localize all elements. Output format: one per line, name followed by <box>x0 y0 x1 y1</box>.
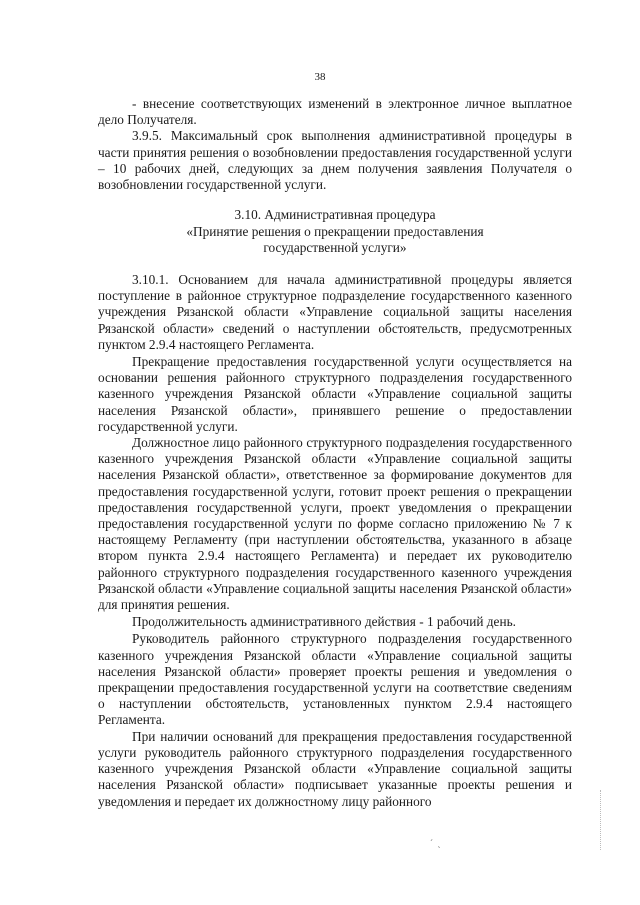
scan-edge-artifact <box>600 790 605 850</box>
paragraph-record-update: - внесение соответствующих изменений в электронное личное выплатное дело Получателя. <box>98 96 572 128</box>
paragraph-3-9-5: 3.9.5. Максимальный срок выполнения административной процедуры в части принятия решения о возобновлении предоставления государственной услуги – 10 рабочих дней, следующих за днем получения заявления Получателя о возобновлении государственной услуги. <box>98 128 572 193</box>
paragraph-duration: Продолжительность административного действия - 1 рабочий день. <box>132 614 516 630</box>
section-heading-3-10 <box>98 207 572 257</box>
heading-line-3: государственной услуги» <box>263 240 407 256</box>
heading-line-1: 3.10. Административная процедура <box>234 207 436 223</box>
paragraph-grounds-present: При наличии оснований для прекращения предоставления государственной услуги руководитель районного структурного подразделения государственного казенного учреждения Рязанской области «Управление социальной защиты населения Рязанской области» подписывает указанные проекты решения и уведомления и передает их должностному лицу районного <box>98 728 572 809</box>
page-number: 38 <box>314 71 326 83</box>
heading-line-2: «Принятие решения о прекращении предоставления <box>186 223 484 239</box>
paragraph-3-10-1: 3.10.1. Основанием для начала административной процедуры является поступление в районное структурное подразделение государственного казенного учреждения Рязанской области «Управление социальной защиты населения Рязанской области» сведений о наступлении обстоятельств, предусмотренных пунктом 2.9.4 настоящего Регламента. <box>98 272 572 352</box>
paragraph-official-duties: Должностное лицо районного структурного подразделения государственного казенного учреждения Рязанской области «Управление социальной защиты населения Рязанской области», ответственное за формирование документов для предоставления государственной услуги, готовит проект решения о прекращении предоставления государственной услуги, проект уведомления о прекращении предоставления государственной услуги по форме согласно приложению № 7 к настоящему Регламенту (при наступлении обстоятельства, указанного в абзаце втором пункта 2.9.4 настоящего Регламента) и передает их руководителю районного структурного подразделения государственного казенного учреждения Рязанской области «Управление социальной защиты населения Рязанской области» для принятия решения. <box>98 435 572 613</box>
document-body <box>98 96 572 810</box>
paragraph-termination-basis: Прекращение предоставления государственной услуги осуществляется на основании решения районного структурного подразделения государственного казенного учреждения Рязанской области «Управление социальной защиты населения Рязанской области», принявшего решение о предоставлении государственной услуги. <box>98 354 572 434</box>
paragraph-head-review: Руководитель районного структурного подразделения государственного казенного учреждения Рязанской области «Управление социальной защиты населения Рязанской области» проверяет проекты решения и уведомления о прекращении предоставления государственной услуги на соответствие сведениям о наступлении обстоятельств, установленных пунктом 2.9.4 настоящего Регламента. <box>98 631 572 728</box>
scan-artifact-marks: ˊ ˎ <box>430 838 441 848</box>
